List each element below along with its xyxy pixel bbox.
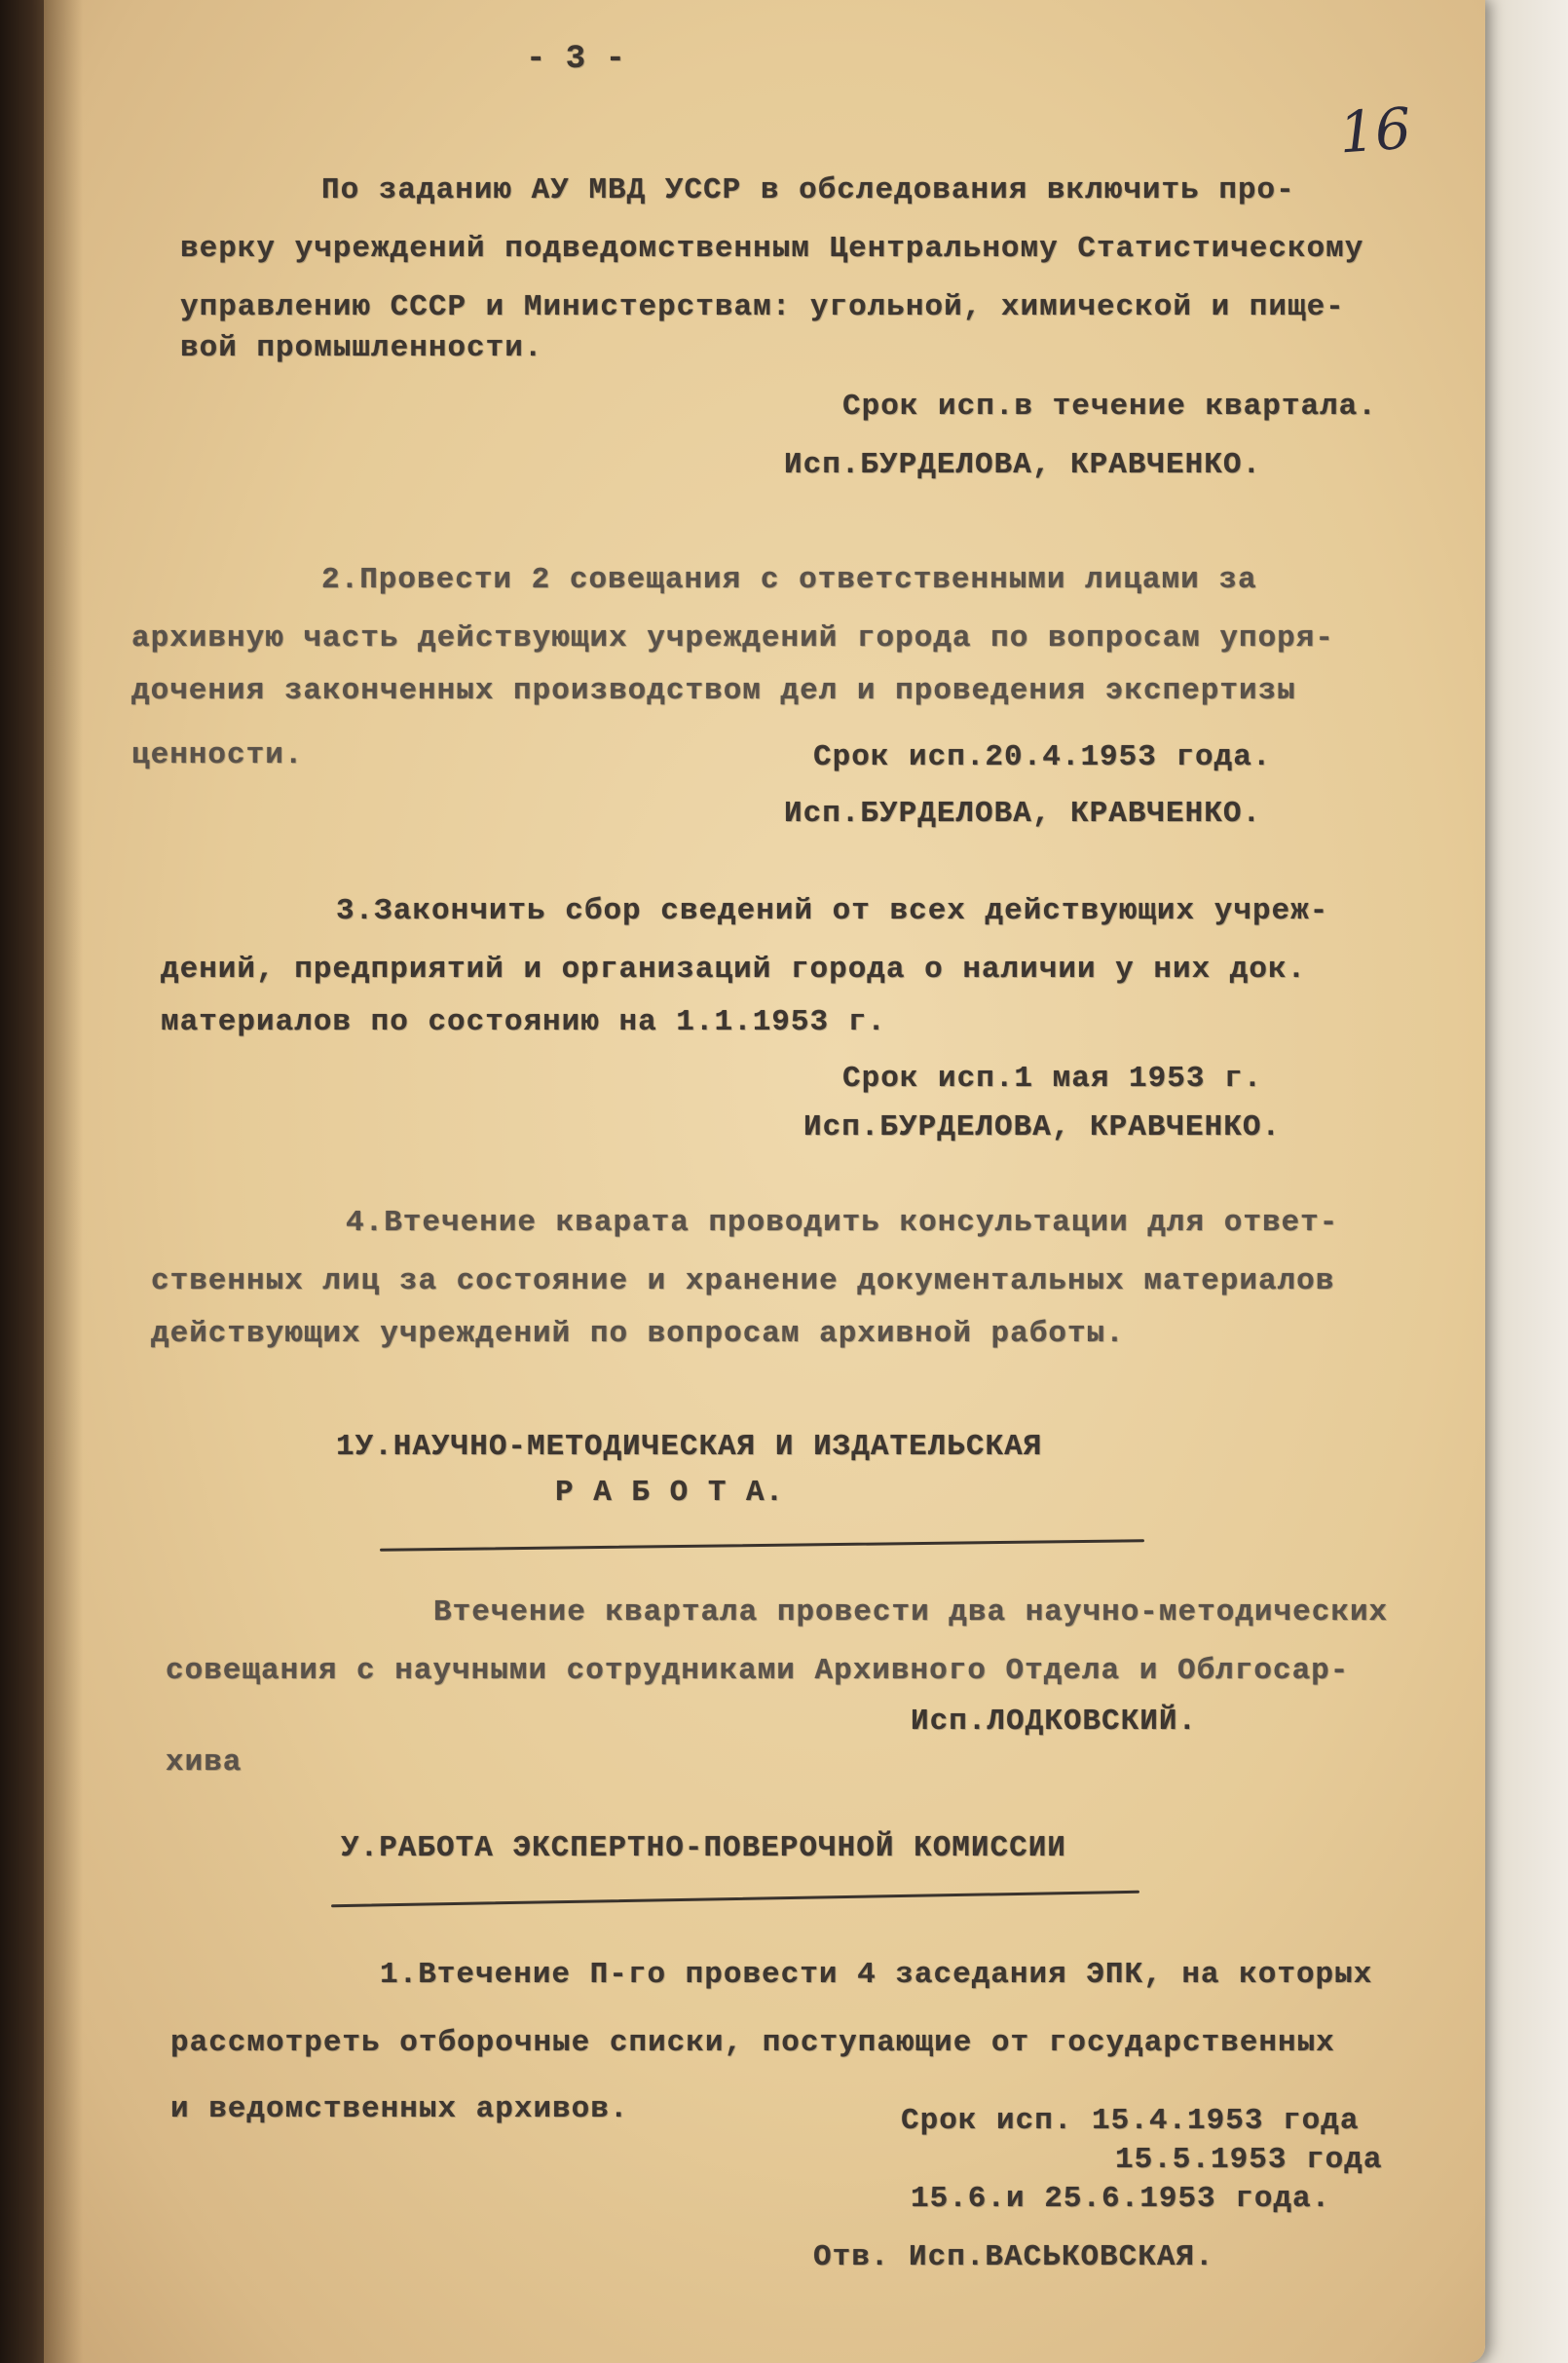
item-3-line: материалов по состоянию на 1.1.1953 г. — [161, 1005, 886, 1039]
handwritten-page-number: 16 — [1336, 94, 1414, 167]
item-2-executors: Исп.БУРДЕЛОВА, КРАВЧЕНКО. — [784, 797, 1262, 831]
section-5-line: рассмотреть отборочные списки, поступающие от государственных — [170, 2026, 1335, 2060]
intro-line: вой промышленности. — [180, 331, 543, 365]
item-2-line: ценности. — [131, 738, 304, 772]
intro-line: управлению СССР и Министерствам: угольной, химической и пище- — [180, 290, 1345, 324]
item-4-line: ственных лиц за состояние и хранение документальных материалов — [151, 1264, 1335, 1298]
section-5-executors: Отв. Исп.ВАСЬКОВСКАЯ. — [813, 2240, 1214, 2274]
item-2-deadline: Срок исп.20.4.1953 года. — [813, 740, 1272, 774]
section-5-heading: У.РАБОТА ЭКСПЕРТНО-ПОВЕРОЧНОЙ КОМИССИИ — [341, 1831, 1066, 1865]
section-4-heading-sub: Р А Б О Т А. — [555, 1476, 785, 1510]
section-5-deadline: Срок исп. 15.4.1953 года — [901, 2104, 1360, 2138]
section-4-line: Втечение квартала провести два научно-методических — [433, 1595, 1389, 1630]
item-2-line: дочения законченных производством дел и проведения экспертизы — [131, 674, 1296, 708]
item-2-line: архивную часть действующих учреждений города по вопросам упоря- — [131, 621, 1334, 656]
item-2-line: 2.Провести 2 совещания с ответственными лицами за — [321, 563, 1257, 597]
item-4-line: действующих учреждений по вопросам архивной работы. — [151, 1317, 1125, 1351]
section-5-line: 1.Втечение П-го провести 4 заседания ЭПК, на которых — [380, 1958, 1373, 1992]
intro-line: По заданию АУ МВД УССР в обследования включить про- — [321, 173, 1295, 207]
section-4-line: хива — [166, 1745, 243, 1780]
item-3-line: дений, предприятий и организаций города о наличии у них док. — [161, 953, 1307, 987]
section-4-line: совещания с научными сотрудниками Архивного Отдела и Облгосар- — [166, 1654, 1350, 1688]
item-4-line: 4.Втечение кварата проводить консультации для ответ- — [346, 1206, 1339, 1240]
page-number: - 3 - — [526, 41, 626, 78]
item-3-executors: Исп.БУРДЕЛОВА, КРАВЧЕНКО. — [803, 1110, 1282, 1144]
section-4-executors: Исп.ЛОДКОВСКИЙ. — [911, 1705, 1198, 1739]
intro-deadline: Срок исп.в течение квартала. — [842, 390, 1377, 424]
section-5-underline — [331, 1891, 1139, 1907]
intro-line: верку учреждений подведомственным Центральному Статистическому — [180, 232, 1364, 266]
section-4-underline — [380, 1539, 1144, 1552]
section-5-deadline: 15.6.и 25.6.1953 года. — [911, 2182, 1331, 2216]
section-4-heading: 1У.НАУЧНО-МЕТОДИЧЕСКАЯ И ИЗДАТЕЛЬСКАЯ — [336, 1430, 1043, 1464]
section-5-line: и ведомственных архивов. — [170, 2092, 629, 2126]
item-3-deadline: Срок исп.1 мая 1953 г. — [842, 1062, 1263, 1096]
intro-executors: Исп.БУРДЕЛОВА, КРАВЧЕНКО. — [784, 448, 1262, 482]
item-3-line: 3.Закончить сбор сведений от всех действующих учреж- — [336, 894, 1329, 928]
document-page — [44, 0, 1485, 2363]
section-5-deadline: 15.5.1953 года — [1115, 2143, 1383, 2177]
